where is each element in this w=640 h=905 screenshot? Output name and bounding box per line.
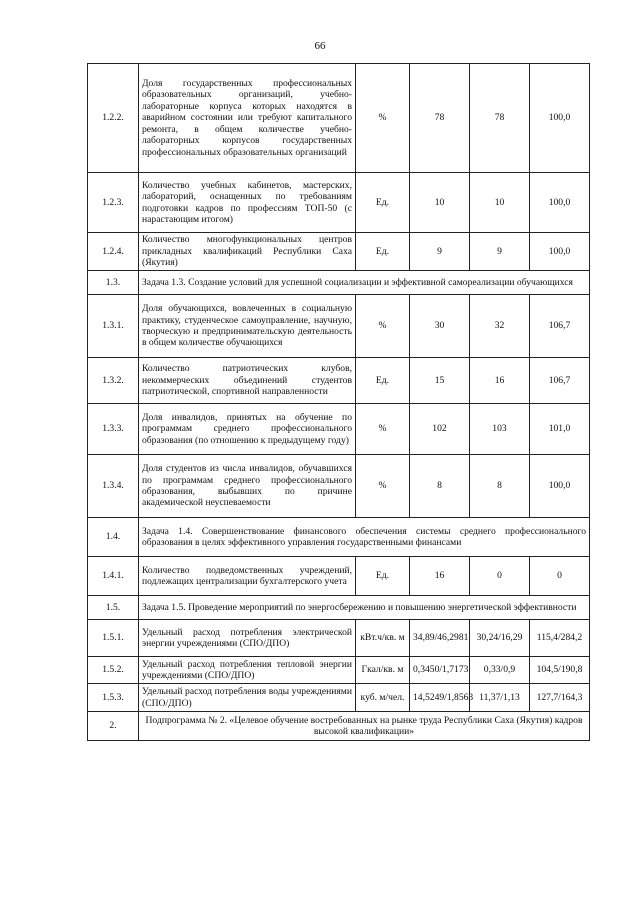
indicator-description: Доля инвалидов, принятых на обучение по программам среднего профессионального образования (по отношению к предыдущему году) [139,404,356,455]
unit-cell: % [356,295,410,358]
row-number: 1.3.3. [88,404,139,455]
value-fact: 78 [470,64,530,173]
task-row [88,271,590,295]
value-plan: 15 [410,358,470,404]
row-number: 1.5. [88,596,139,620]
table-row [88,404,590,455]
row-number: 1.5.2. [88,657,139,684]
subprogram-title: Подпрограмма № 2. «Целевое обучение востребованных на рынке труда Республики Саха (Якутия) кадров высокой квалификации» [139,712,590,741]
value-plan: 16 [410,557,470,596]
value-fact: 0,33/0,9 [470,657,530,684]
value-fact: 11,37/1,13 [470,684,530,712]
task-description: Задача 1.5. Проведение мероприятий по энергосбережению и повышению энергетической эффективности [139,596,590,620]
value-plan: 8 [410,455,470,518]
unit-cell: Ед. [356,233,410,271]
value-fact: 30,24/16,29 [470,620,530,657]
table-row [88,173,590,233]
value-plan: 102 [410,404,470,455]
value-percent: 100,0 [530,64,590,173]
task-description: Задача 1.3. Создание условий для успешной социализации и эффективной самореализации обучающихся [139,271,590,295]
row-number: 1.5.1. [88,620,139,657]
task-description: Задача 1.4. Совершенствование финансового обеспечения системы среднего профессионального образования в целях эффективного управления государственными финансами [139,518,590,557]
indicator-description: Доля государственных профессиональных образовательных организаций, учебно-лабораторные корпуса которых находятся в аварийном состоянии или требуют капитального ремонта, в общем количестве учебно-лабораторных корпусов государственных профессиональных образовательных организаций [139,64,356,173]
subprogram-row [88,712,590,741]
value-plan: 30 [410,295,470,358]
row-number: 1.2.3. [88,173,139,233]
unit-cell: Ед. [356,358,410,404]
value-plan: 10 [410,173,470,233]
indicator-description: Доля обучающихся, вовлеченных в социальную практику, студенческое самоуправление, научную, творческую и предпринимательскую деятельность в общем количестве обучающихся [139,295,356,358]
value-fact: 32 [470,295,530,358]
value-fact: 16 [470,358,530,404]
unit-cell: % [356,404,410,455]
unit-cell: куб. м/чел. [356,684,410,712]
row-number: 1.3.2. [88,358,139,404]
task-row [88,518,590,557]
table-row [88,557,590,596]
value-percent: 106,7 [530,358,590,404]
table-row [88,233,590,271]
row-number: 2. [88,712,139,741]
unit-cell: Ед. [356,557,410,596]
page-number: 66 [314,40,326,52]
value-fact: 103 [470,404,530,455]
indicators-table [87,63,590,741]
value-percent: 127,7/164,3 [530,684,590,712]
table-row [88,684,590,712]
value-percent: 104,5/190,8 [530,657,590,684]
value-percent: 101,0 [530,404,590,455]
task-row [88,596,590,620]
value-percent: 100,0 [530,233,590,271]
value-percent: 0 [530,557,590,596]
indicator-description: Удельный расход потребления электрической энергии учреждениями (СПО/ДПО) [139,620,356,657]
indicator-description: Удельный расход потребления воды учреждениями (СПО/ДПО) [139,684,356,712]
unit-cell: % [356,64,410,173]
table-row [88,455,590,518]
indicator-description: Количество подведомственных учреждений, подлежащих централизации бухгалтерского учета [139,557,356,596]
table-row [88,620,590,657]
unit-cell: кВт.ч/кв. м [356,620,410,657]
value-plan: 78 [410,64,470,173]
value-fact: 10 [470,173,530,233]
row-number: 1.4. [88,518,139,557]
value-fact: 0 [470,557,530,596]
value-plan: 34,89/46,2981 [410,620,470,657]
table-row [88,358,590,404]
row-number: 1.3. [88,271,139,295]
row-number: 1.5.3. [88,684,139,712]
row-number: 1.4.1. [88,557,139,596]
unit-cell: Ед. [356,173,410,233]
indicator-description: Доля студентов из числа инвалидов, обучавшихся по программам среднего профессионального образования, выбывших по причине академической неуспеваемости [139,455,356,518]
value-fact: 8 [470,455,530,518]
row-number: 1.2.2. [88,64,139,173]
table-row [88,295,590,358]
indicator-description: Количество многофункциональных центров прикладных квалификаций Республики Саха (Якутия) [139,233,356,271]
value-percent: 115,4/284,2 [530,620,590,657]
indicators-table-body [88,64,590,741]
value-plan: 0,3450/1,7173 [410,657,470,684]
unit-cell: Гкал/кв. м [356,657,410,684]
value-plan: 14,5249/1,8563 [410,684,470,712]
value-percent: 100,0 [530,173,590,233]
value-percent: 100,0 [530,455,590,518]
row-number: 1.3.4. [88,455,139,518]
indicator-description: Удельный расход потребления тепловой энергии учреждениями (СПО/ДПО) [139,657,356,684]
unit-cell: % [356,455,410,518]
row-number: 1.3.1. [88,295,139,358]
value-percent: 106,7 [530,295,590,358]
indicator-description: Количество патриотических клубов, некоммерческих объединений студентов патриотической, спортивной направленности [139,358,356,404]
row-number: 1.2.4. [88,233,139,271]
indicator-description: Количество учебных кабинетов, мастерских, лабораторий, оснащенных по требованиям подготовки кадров по профессиям ТОП-50 (с нарастающим итогом) [139,173,356,233]
table-row [88,657,590,684]
table-row [88,64,590,173]
value-fact: 9 [470,233,530,271]
value-plan: 9 [410,233,470,271]
